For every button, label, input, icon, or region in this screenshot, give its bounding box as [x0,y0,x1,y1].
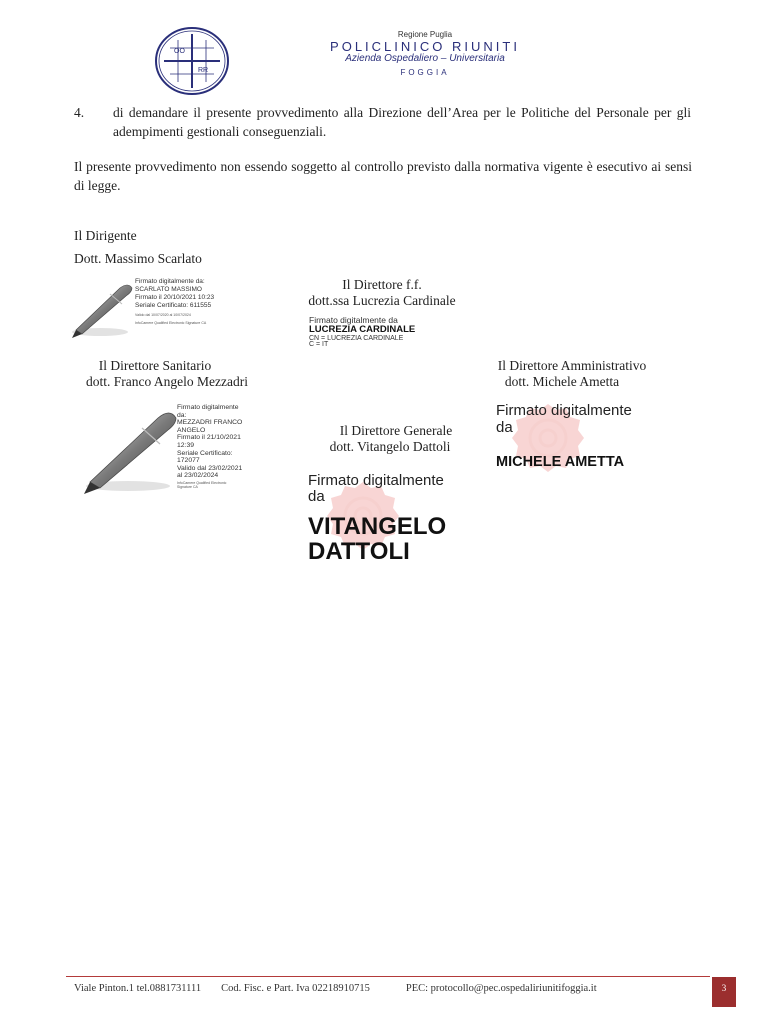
dirigente-title: Il Dirigente [74,228,137,243]
footer-pec: PEC: protocollo@pec.ospedaliriunitifoggia.it [405,983,597,994]
stamp-fine-line: Signature CA [177,485,198,490]
stamp-signer-name: DATTOLI [308,538,410,565]
generale-title: Il Direttore Generale [339,423,453,438]
footer [74,983,597,994]
stamp-signer-name: LUCREZIA CARDINALE [309,324,416,335]
stamp-line: Seriale Certificato: [177,449,233,457]
header-subtitle: Azienda Ospedaliero – Universitaria [345,53,505,64]
stamp-line: Firmato digitalmente [177,404,239,411]
generale-stamp [308,473,444,505]
stamp-line: al 23/02/2024 [177,472,219,480]
stamp-fine-line: Valido dal 10/07/2020 al 10/07/2024 [135,313,191,317]
header-region: Regione Puglia [397,30,453,39]
logo-mark-2: RR [198,67,209,74]
direttore-ff-stamp [309,315,415,348]
amministrativo-title: Il Direttore Amministrativo [497,358,647,373]
footer-address: Viale Pinton.1 tel.0881731111 [74,983,202,994]
footer-fiscal: Cod. Fisc. e Part. Iva 02218910715 [221,983,370,994]
stamp-line: da [308,488,325,505]
header-hospital-name: POLICLINICO RIUNITI [330,39,520,54]
direttore-ff-name: dott.ssa Lucrezia Cardinale [308,293,456,308]
stamp-line: MEZZADRI FRANCO [177,419,243,427]
stamp-line: 172077 [177,457,200,465]
amministrativo-stamp-name: MICHELE AMETTA [496,454,625,470]
stamp-line: Firmato digitalmente [308,472,444,489]
stamp-line: 12:39 [177,441,195,449]
stamp-line: SCARLATO MASSIMO [135,286,202,293]
stamp-line: da [496,419,513,436]
dirigente-stamp [135,278,245,325]
stamp-line: C = IT [309,341,329,348]
direttore-ff-title: Il Direttore f.f. [342,277,422,292]
page-number: 3 [712,977,736,1007]
stamp-line: Firmato digitalmente da [309,315,398,325]
stamp-line: Firmato il 21/10/2021 [177,434,241,442]
hospital-logo [154,26,230,96]
stamp-line: Valido dal 23/02/2021 [177,464,243,472]
closing-paragraph: Il presente provvedimento non essendo soggetto al controllo previsto dalla normativa vigente è esecutivo ai sensi di legge. [74,159,692,193]
amministrativo-stamp [496,402,632,436]
pen-icon [70,280,134,340]
sanitario-title: Il Direttore Sanitario [98,358,212,373]
stamp-line: ANGELO [177,426,206,434]
footer-divider [66,976,710,977]
dirigente-name: Dott. Massimo Scarlato [74,251,202,266]
sanitario-name: dott. Franco Angelo Mezzadri [86,374,248,389]
logo-mark-1: OO [174,48,185,55]
stamp-line: da: [177,411,187,419]
stamp-line: CN = LUCREZIA CARDINALE [309,335,404,342]
item-text: di demandare il presente provvedimento alla Direzione dell’Area per le Politiche del Personale per gli adempimenti gestionali conseguenziali. [113,105,691,139]
stamp-line: Firmato digitalmente [496,402,632,419]
stamp-fine-line: InfoCamere Qualified Electronic [177,480,227,485]
pen-icon [82,406,178,496]
stamp-line: Firmato digitalmente da: [135,278,205,285]
header-city: FOGGIA [400,68,450,77]
generale-name: dott. Vitangelo Dattoli [329,439,451,454]
item-number: 4. [74,105,85,120]
stamp-line: Seriale Certificato: 611555 [135,302,212,309]
stamp-fine-line: InfoCamere Qualified Electronic Signature CA [135,320,207,325]
generale-stamp-name [308,514,446,564]
stamp-signer-name: VITANGELO [308,513,447,540]
amministrativo-name: dott. Michele Ametta [504,374,620,389]
sanitario-stamp [177,404,267,490]
stamp-line: Firmato il 20/10/2021 10:23 [135,294,215,301]
